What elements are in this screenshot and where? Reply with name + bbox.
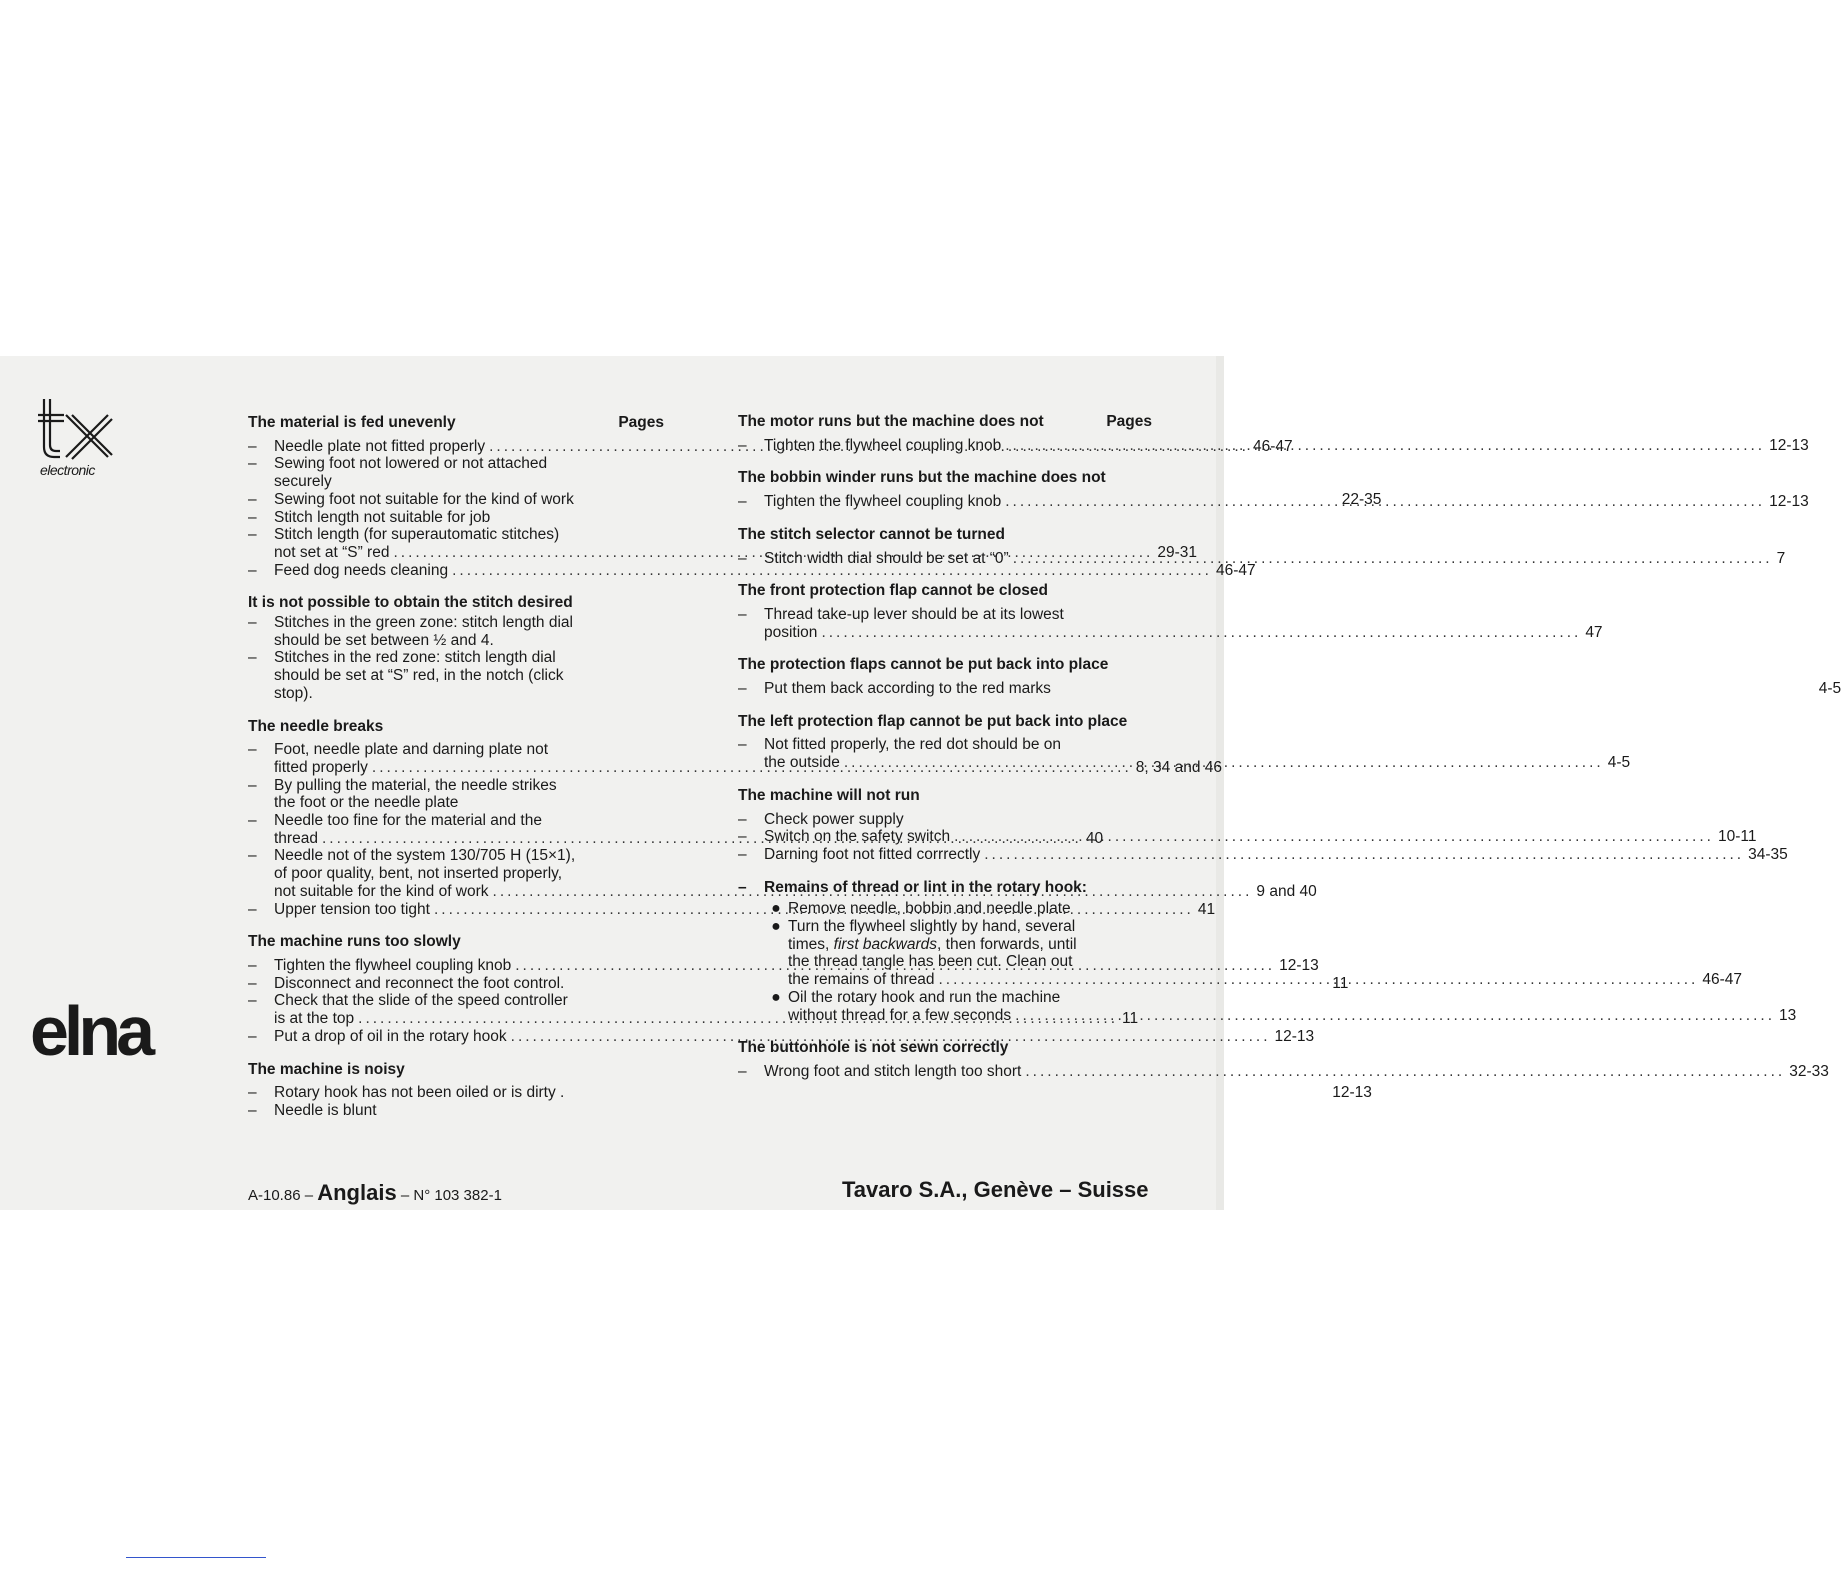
section-left-flap [738,712,1631,772]
list-item: – Stitch length not suitable for job [248,508,491,526]
section-title: The needle breaks [248,717,384,735]
list-item: – Tighten the flywheel coupling knob ..... 12-13 [248,957,664,975]
list-item: – Put them back according to the red marks 4-5 [738,680,1841,698]
bullet-item: ● Turn the flywheel slightly by hand, several times, first backwards, then forwards, until the thread tangle has been cut. Clean out the remains of thread ..... 46-47 [764,918,1152,989]
section-front-flap [738,582,1603,641]
section-title: The material is fed unevenly [248,414,456,431]
section-protection-flaps [738,656,1841,698]
list-item: – Needle too fine for the material and the thread ..... 40 [248,812,664,847]
footer-company: Tavaro S.A., Genève – Suisse [842,1177,1149,1202]
section-title: It is not possible to obtain the stitch desired [248,594,573,612]
section-stitch-selector [738,525,1786,567]
list-item: – Needle not of the system 130/705 H (15×1), of poor quality, bent, not inserted properly, not suitable for the kind of work ..... 9 and 40 [248,847,664,900]
list-item: – Stitch width dial should be set at “0” ..... 7 [738,550,1152,568]
list-item: – Stitches in the red zone: stitch length dial should be set at “S” red, in the notch (click stop). [248,649,564,702]
section-title: The machine is noisy [248,1060,405,1078]
list-item: – Sewing foot not suitable for the kind of work 22-35 [248,490,1382,508]
list-item: – Needle is blunt [248,1101,377,1119]
section-title: The machine runs too slowly [248,933,461,951]
list-item: – Stitch length (for superautomatic stitches) not set at “S” red ..... 29-31 [248,526,664,561]
list-item: – Sewing foot not lowered or not attached securely [248,455,548,491]
pages-header: Pages [618,414,664,431]
list-item: – Switch on the safety switch ..... 10-11 [738,828,1152,846]
section-title: The machine will not run [738,786,920,804]
bullet-item: ● Remove needle, bobbin and needle plate [771,900,1071,918]
section-title: The buttonhole is not sewn correctly [738,1039,1009,1057]
list-item: – Wrong foot and stitch length too short ..... 32-33 [738,1063,1152,1081]
list-item: – Tighten the flywheel coupling knob ..... 12-13 [738,437,1152,455]
list-item: – Feed dog needs cleaning ..... 46-47 [248,562,664,580]
section-title: The stitch selector cannot be turned [738,525,1005,543]
list-item: – Check that the slide of the speed controller is at the top ..... 11 [248,992,664,1027]
list-item: – Darning foot not fitted corrrectly ..... 34-35 [738,846,1152,864]
section-title: The left protection flap cannot be put back into place [738,712,1128,730]
list-item: – Tighten the flywheel coupling knob ..... 12-13 [738,493,1152,511]
section-title: Remains of thread or lint in the rotary hook: [764,878,1087,896]
footer-language: Anglais [317,1180,397,1205]
list-item: – Foot, needle plate and darning plate not fitted properly ..... 8, 34 and 46 [248,741,664,776]
link-underline[interactable] [126,1557,266,1558]
list-item: – Disconnect and reconnect the foot control. 11 [248,974,1349,992]
electronic-wordmark: electronic [40,462,95,478]
section-title: The motor runs but the machine does not [738,413,1044,430]
section-buttonhole [738,1039,1829,1080]
section-stitch-desired [248,594,664,702]
pages-header: Pages [1106,413,1152,430]
section-will-not-run [738,786,1788,864]
list-item: – By pulling the material, the needle strikes the foot or the needle plate [248,776,557,812]
list-item: – Rotary hook has not been oiled or is dirty . 12-13 [248,1084,1372,1102]
list-item: – Needle plate not fitted properly ..... 46-47 [248,438,664,456]
list-item: – Not fitted properly, the red dot should be on the outside ..... 4-5 [738,736,1152,771]
section-title: The front protection flap cannot be closed [738,582,1049,600]
list-item: – Check power supply [738,810,904,828]
list-item: – Put a drop of oil in the rotary hook ..... 12-13 [248,1028,664,1046]
list-item: – Thread take-up lever should be at its lowest position ..... 47 [738,606,1152,641]
list-item: – Upper tension too tight ..... 41 [248,901,664,919]
list-item: – Stitches in the green zone: stitch length dial should be set between ½ and 4. [248,614,573,649]
elna-logo: elna [30,992,151,1070]
bullet-item: ● Oil the rotary hook and run the machine without thread for a few seconds ..... 13 [764,989,1152,1024]
page-edge [1216,356,1224,1210]
section-rotary-hook-lint: – Remains of thread or lint in the rotary hook: ● Remove needle, bobbin and needle plate ● Turn the flywheel slightly by hand, several times, first backwards, then forwards, until the thread tangle has been cut. Clean out the remains of thread ..... 46-47 ● Oil the rotary hook and run the machine without thread for a few seconds ..... 13 [738,879,1152,1025]
section-title: The bobbin winder runs but the machine does not [738,469,1106,487]
footer-code: A-10.86 – Anglais – N° 103 382-1 [248,1180,502,1205]
section-title: The protection flaps cannot be put back into place [738,656,1109,674]
tx-logo [36,395,114,463]
